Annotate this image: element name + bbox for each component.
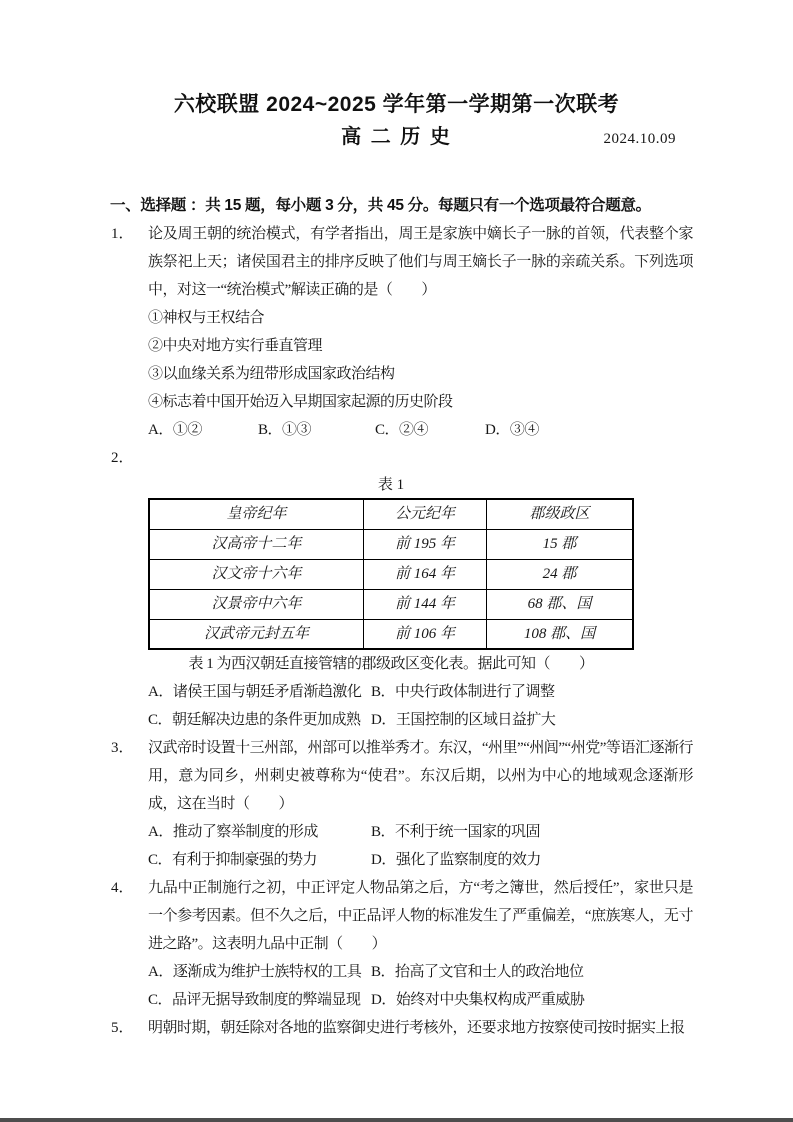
table-row — [149, 619, 633, 649]
option-d: D．③④ — [485, 422, 539, 438]
table-cell: 前 195 年 — [364, 529, 487, 559]
table-cell: 前 144 年 — [364, 589, 487, 619]
options-row — [148, 416, 693, 444]
option-b: B．中央行政体制进行了调整 — [371, 684, 555, 700]
option-b: B．抬高了文官和士人的政治地位 — [371, 964, 584, 980]
question-stem: 九品中正制施行之初，中正评定人物品第之后，方“考之簿世，然后授任”，家世只是一个参考因素。但不久之后，中正品评人物的标准发生了严重偏差，“庶族寒人，无寸进之路”。这表明九品中正制（ ） — [148, 880, 693, 952]
question-number: 5． — [111, 1020, 134, 1036]
table-cell: 15 郡 — [486, 529, 633, 559]
table-cell: 汉高帝十二年 — [149, 529, 364, 559]
question-stem — [148, 444, 693, 472]
question-2 — [111, 444, 693, 734]
option-c: C．②④ — [375, 422, 429, 438]
options-grid — [148, 818, 693, 874]
exam-title: 六校联盟 2024~2025 学年第一学期第一次联考 — [173, 93, 620, 116]
table-row — [149, 559, 633, 589]
page-bottom-edge — [0, 1118, 793, 1122]
table-header-cell: 皇帝纪年 — [149, 499, 364, 529]
table-cell: 前 106 年 — [364, 619, 487, 649]
table-cell: 108 郡、国 — [486, 619, 633, 649]
option-b: B．①③ — [258, 422, 312, 438]
question-1 — [111, 220, 693, 444]
table-row — [149, 529, 633, 559]
option-c: C．有利于抑制豪强的势力 — [148, 852, 318, 868]
option-c: C．朝廷解决边患的条件更加成熟 — [148, 712, 361, 728]
data-table — [148, 498, 634, 650]
question-5 — [111, 1014, 693, 1042]
table-cell: 汉武帝元封五年 — [149, 619, 364, 649]
table-header-cell: 郡级政区 — [486, 499, 633, 529]
statement-item: ③以血缘关系为纽带形成国家政治结构 — [148, 366, 395, 382]
option-d: D．始终对中央集权构成严重威胁 — [371, 992, 585, 1008]
options-grid — [148, 678, 693, 734]
table-wrap — [148, 472, 634, 678]
table-cell: 24 郡 — [486, 559, 633, 589]
section-heading: 一、选择题 ：共 15 题，每小题 3 分，共 45 分。每题只有一个选项最符合题意。 — [110, 197, 651, 214]
table-cell: 前 164 年 — [364, 559, 487, 589]
question-4 — [111, 874, 693, 1014]
table-cell: 68 郡、国 — [486, 589, 633, 619]
table-note: 表 1 为西汉朝廷直接管辖的郡级政区变化表。据此可知（ ） — [188, 656, 594, 672]
question-stem: 论及周王朝的统治模式，有学者指出，周王是家族中嫡长子一脉的首领，代表整个家族祭祀上天；诸侯国君主的排序反映了他们与周王嫡长子一脉的亲疏关系。下列选项中，对这一“统治模式”解读正确的是（ ） — [148, 226, 693, 298]
table-row — [149, 589, 633, 619]
option-d: D．强化了监察制度的效力 — [371, 852, 541, 868]
question-number: 3． — [111, 740, 134, 756]
table-cell: 汉文帝十六年 — [149, 559, 364, 589]
option-d: D．王国控制的区域日益扩大 — [371, 712, 556, 728]
question-3 — [111, 734, 693, 874]
statement-item: ②中央对地方实行垂直管理 — [148, 338, 323, 354]
option-b: B．不利于统一国家的巩固 — [371, 824, 541, 840]
option-a: A．诸侯王国与朝廷矛盾渐趋激化 — [148, 684, 362, 700]
table-header-row — [149, 499, 633, 529]
question-number: 2． — [111, 450, 134, 466]
question-number: 1． — [111, 226, 134, 242]
exam-subtitle-row — [0, 123, 793, 152]
option-a: A．推动了察举制度的形成 — [148, 824, 318, 840]
question-number: 4． — [111, 880, 134, 896]
statement-item: ①神权与王权结合 — [148, 310, 265, 326]
table-header-cell: 公元纪年 — [364, 499, 487, 529]
option-c: C．品评无据导致制度的弊端显现 — [148, 992, 361, 1008]
table-cell: 汉景帝中六年 — [149, 589, 364, 619]
option-a: A．①② — [148, 422, 202, 438]
question-stem: 汉武帝时设置十三州部，州部可以推举秀才。东汉，“州里”“州闾”“州党”等语汇逐渐行用，意为同乡，州刺史被尊称为“使君”。东汉后期，以州为中心的地域观念逐渐形成，这在当时（ ） — [148, 740, 693, 812]
statement-item: ④标志着中国开始迈入早期国家起源的历史阶段 — [148, 394, 453, 410]
exam-date: 2024.10.09 — [603, 131, 676, 147]
table-caption: 表 1 — [377, 477, 405, 493]
question-stem: 明朝时期，朝廷除对各地的监察御史进行考核外，还要求地方按察使司按时据实上报 — [148, 1020, 685, 1036]
exam-subject: 高 二 历 史 — [341, 126, 452, 148]
options-grid — [148, 958, 693, 1014]
option-a: A．逐渐成为维护士族特权的工具 — [148, 964, 362, 980]
